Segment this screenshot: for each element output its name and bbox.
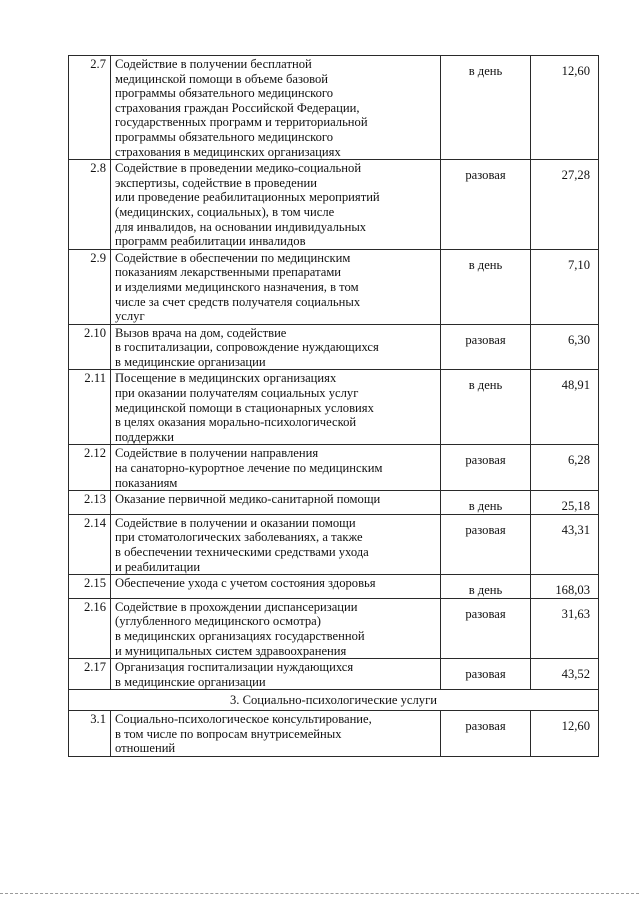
row-number: 2.10 — [69, 324, 111, 370]
service-name-line: медицинской помощи в стационарных условиях — [115, 400, 374, 415]
service-name — [111, 370, 441, 445]
service-name-line: экспертизы, содействие в проведении — [115, 175, 317, 190]
service-name-line: при оказании получателям социальных услуг — [115, 386, 359, 401]
row-number: 2.9 — [69, 249, 111, 324]
service-name-line: в медицинских организациях государственной — [115, 628, 365, 643]
service-name-line: страхования в медицинских организациях — [115, 144, 341, 159]
service-unit: разовая — [441, 598, 531, 658]
service-price: 12,60 — [531, 56, 599, 160]
row-number: 2.16 — [69, 598, 111, 658]
service-unit: разовая — [441, 324, 531, 370]
row-number: 2.17 — [69, 659, 111, 690]
service-name-line: в том числе по вопросам внутрисемейных — [115, 726, 342, 741]
service-unit: в день — [441, 249, 531, 324]
service-name — [111, 710, 441, 756]
table-row — [69, 249, 599, 324]
service-unit: разовая — [441, 160, 531, 250]
service-name — [111, 445, 441, 491]
service-name-line: Обеспечение ухода с учетом состояния здоровья — [115, 576, 376, 591]
service-name-line: медицинской помощи в объеме базовой — [115, 71, 329, 86]
table-row — [69, 575, 599, 599]
service-price: 168,03 — [531, 575, 599, 599]
service-name — [111, 598, 441, 658]
table-row — [69, 445, 599, 491]
service-price: 43,31 — [531, 514, 599, 574]
service-unit: разовая — [441, 445, 531, 491]
table-row — [69, 56, 599, 160]
service-name-line: программ реабилитации инвалидов — [115, 234, 306, 249]
service-name-line: в обеспечении техническими средствами ухода — [115, 545, 369, 559]
service-name-line: в госпитализации, сопровождение нуждающихся — [115, 340, 379, 355]
row-number: 2.15 — [69, 575, 111, 599]
table-row — [69, 598, 599, 658]
service-name — [111, 514, 441, 574]
service-name-line: поддержки — [115, 429, 174, 444]
service-unit: разовая — [441, 659, 531, 690]
service-name-line: программы обязательного медицинского — [115, 86, 334, 101]
service-name-line: услуг — [115, 309, 145, 324]
service-unit: разовая — [441, 710, 531, 756]
service-name-line: и изделиями медицинского назначения, в том — [115, 279, 359, 294]
row-number: 2.13 — [69, 491, 111, 515]
service-name-line: числе за счет средств получателя социальных — [115, 294, 361, 309]
service-price: 25,18 — [531, 491, 599, 515]
service-name-line: Вызов врача на дом, содействие — [115, 325, 287, 340]
table-row — [69, 491, 599, 515]
service-name-line: при стоматологических заболеваниях, а также — [115, 530, 363, 545]
service-name-line: Организация госпитализации нуждающихся — [115, 660, 354, 675]
table-row — [69, 710, 599, 756]
row-number: 2.8 — [69, 160, 111, 250]
service-name-line: программы обязательного медицинского — [115, 129, 334, 144]
service-name-line: в целях оказания морально-психологической — [115, 415, 357, 430]
service-name-line: (медицинских, социальных), в том числе — [115, 204, 335, 219]
service-unit: в день — [441, 491, 531, 515]
service-price: 48,91 — [531, 370, 599, 445]
service-name-line: для инвалидов, на основании индивидуальных — [115, 219, 367, 234]
services-table — [68, 55, 599, 757]
section-title: 3. Социально-психологические услуги — [69, 690, 599, 711]
service-name-line: или проведение реабилитационных мероприятий — [115, 190, 380, 205]
service-price: 12,60 — [531, 710, 599, 756]
service-name-line: отношений — [115, 741, 176, 756]
service-unit: в день — [441, 575, 531, 599]
service-name-line: Содействие в получении бесплатной — [115, 57, 312, 71]
service-name-line: страхования граждан Российской Федерации, — [115, 100, 360, 115]
service-name — [111, 56, 441, 160]
service-name-line: Оказание первичной медико-санитарной помощи — [115, 492, 381, 507]
service-name-line: в медицинские организации — [115, 674, 266, 689]
service-name-line: и муниципальных систем здравоохранения — [115, 643, 347, 658]
service-name-line: Содействие в получении и оказании помощи — [115, 515, 356, 530]
table-row — [69, 324, 599, 370]
service-name-line: Содействие в обеспечении по медицинским — [115, 250, 351, 265]
service-name-line: (углубленного медицинского осмотра) — [115, 614, 321, 629]
service-unit: в день — [441, 56, 531, 160]
service-name-line: Содействие в проведении медико-социальной — [115, 161, 362, 176]
service-name-line: Социально-психологическое консультирование, — [115, 711, 372, 726]
table-row — [69, 659, 599, 690]
service-price: 31,63 — [531, 598, 599, 658]
service-name-line: государственных программ и территориальной — [115, 115, 368, 130]
table-row — [69, 514, 599, 574]
service-name-line: в медицинские организации — [115, 354, 266, 369]
service-price: 27,28 — [531, 160, 599, 250]
service-name-line: и реабилитации — [115, 559, 201, 574]
table-row — [69, 370, 599, 445]
row-number: 2.12 — [69, 445, 111, 491]
service-name — [111, 324, 441, 370]
services-table-body — [69, 56, 599, 757]
service-name-line: на санаторно-курортное лечение по медицинским — [115, 461, 383, 476]
service-price: 7,10 — [531, 249, 599, 324]
service-unit: в день — [441, 370, 531, 445]
table-row — [69, 160, 599, 250]
service-name — [111, 659, 441, 690]
section-header-row — [69, 690, 599, 711]
service-price: 6,28 — [531, 445, 599, 491]
service-name-line: показаниям — [115, 475, 178, 490]
row-number: 2.11 — [69, 370, 111, 445]
service-name — [111, 249, 441, 324]
service-name-line: показаниям лекарственными препаратами — [115, 265, 342, 280]
row-number: 2.14 — [69, 514, 111, 574]
service-name-line: Содействие в прохождении диспансеризации — [115, 599, 358, 614]
service-name — [111, 575, 441, 599]
row-number: 3.1 — [69, 710, 111, 756]
service-name — [111, 491, 441, 515]
service-price: 6,30 — [531, 324, 599, 370]
service-unit: разовая — [441, 514, 531, 574]
service-price: 43,52 — [531, 659, 599, 690]
row-number: 2.7 — [69, 56, 111, 160]
service-name-line: Посещение в медицинских организациях — [115, 371, 337, 386]
service-name — [111, 160, 441, 250]
service-name-line: Содействие в получении направления — [115, 446, 319, 461]
page-bottom-rule — [0, 893, 639, 894]
